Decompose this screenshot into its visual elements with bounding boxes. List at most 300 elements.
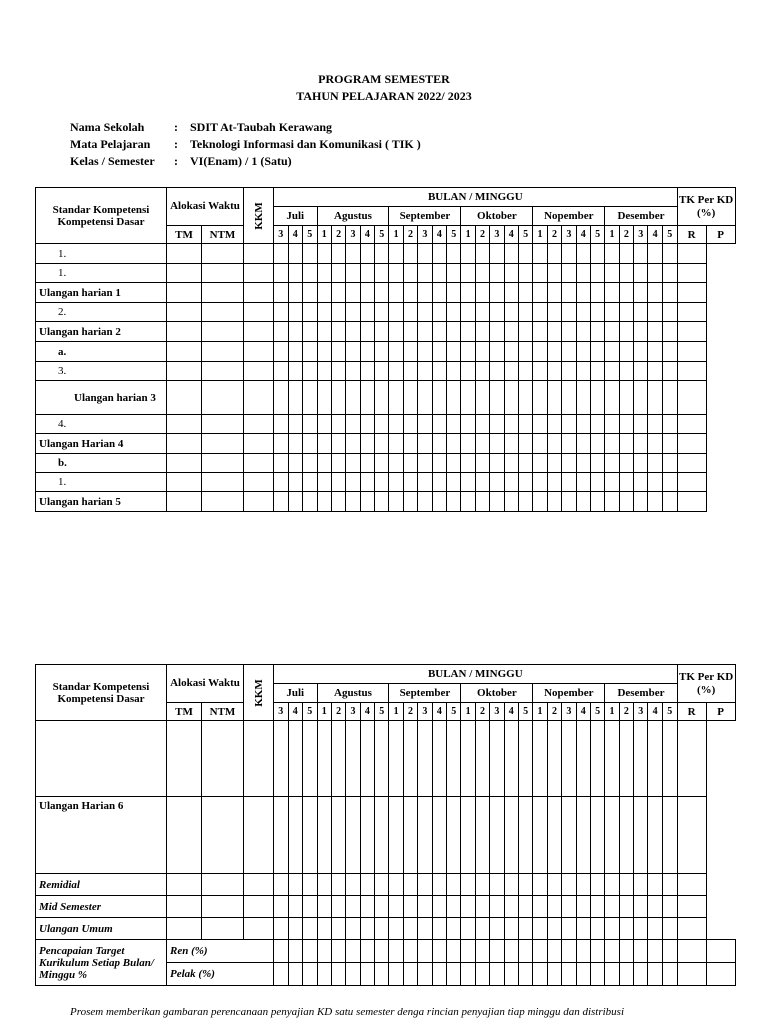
week-number: 2 bbox=[331, 703, 345, 721]
grid-cell bbox=[331, 415, 345, 434]
grid-cell bbox=[677, 797, 706, 874]
grid-cell bbox=[202, 454, 244, 473]
ulangan-umum-row bbox=[36, 918, 736, 940]
grid-cell bbox=[605, 896, 619, 918]
grid-cell bbox=[303, 918, 318, 940]
grid-cell bbox=[360, 473, 374, 492]
grid-cell bbox=[244, 721, 274, 797]
grid-cell bbox=[244, 797, 274, 874]
grid-cell bbox=[619, 940, 633, 963]
grid-cell bbox=[244, 434, 274, 454]
grid-cell bbox=[490, 473, 504, 492]
grid-cell bbox=[274, 362, 289, 381]
grid-cell bbox=[461, 473, 475, 492]
grid-cell bbox=[634, 415, 648, 434]
week-number: 5 bbox=[447, 703, 461, 721]
grid-cell bbox=[331, 303, 345, 322]
grid-cell bbox=[562, 415, 576, 434]
grid-cell bbox=[634, 721, 648, 797]
grid-cell bbox=[605, 264, 619, 283]
grid-cell bbox=[576, 918, 590, 940]
grid-cell bbox=[518, 303, 532, 322]
grid-cell bbox=[677, 473, 706, 492]
grid-cell bbox=[619, 342, 633, 362]
grid-cell bbox=[547, 415, 561, 434]
grid-cell bbox=[360, 918, 374, 940]
grid-cell bbox=[331, 434, 345, 454]
grid-cell bbox=[418, 244, 432, 264]
grid-cell bbox=[461, 381, 475, 415]
grid-cell bbox=[288, 896, 303, 918]
grid-cell bbox=[244, 303, 274, 322]
grid-cell bbox=[490, 918, 504, 940]
grid-cell bbox=[244, 473, 274, 492]
grid-cell bbox=[360, 874, 374, 896]
grid-cell bbox=[432, 362, 446, 381]
grid-cell bbox=[590, 362, 604, 381]
grid-cell bbox=[518, 896, 532, 918]
info-row-class bbox=[70, 154, 421, 171]
grid-cell bbox=[244, 381, 274, 415]
grid-cell bbox=[331, 721, 345, 797]
grid-cell bbox=[360, 322, 374, 342]
grid-cell bbox=[167, 473, 202, 492]
grid-cell bbox=[288, 434, 303, 454]
competency-row bbox=[36, 362, 736, 381]
grid-cell bbox=[605, 721, 619, 797]
grid-cell bbox=[475, 940, 489, 963]
grid-cell bbox=[403, 963, 417, 986]
grid-cell bbox=[562, 918, 576, 940]
competency-row bbox=[36, 415, 736, 434]
grid-cell bbox=[403, 940, 417, 963]
grid-cell bbox=[447, 303, 461, 322]
grid-cell bbox=[490, 797, 504, 874]
mid-semester-row-label: Mid Semester bbox=[36, 896, 167, 918]
grid-cell bbox=[346, 264, 360, 283]
ren-label: Ren (%) bbox=[167, 940, 274, 963]
grid-cell bbox=[317, 874, 331, 896]
grid-cell bbox=[662, 454, 677, 473]
competency-row bbox=[36, 381, 736, 415]
grid-cell bbox=[677, 342, 706, 362]
grid-cell bbox=[375, 797, 389, 874]
info-separator: : bbox=[174, 137, 178, 151]
grid-cell bbox=[461, 362, 475, 381]
grid-cell bbox=[619, 454, 633, 473]
week-number: 2 bbox=[547, 703, 561, 721]
grid-cell bbox=[167, 264, 202, 283]
grid-cell bbox=[504, 492, 518, 512]
grid-cell bbox=[202, 303, 244, 322]
grid-cell bbox=[533, 381, 547, 415]
grid-cell bbox=[389, 454, 403, 473]
grid-cell bbox=[288, 362, 303, 381]
grid-cell bbox=[403, 322, 417, 342]
grid-cell bbox=[619, 797, 633, 874]
week-number: 2 bbox=[403, 226, 417, 244]
grid-cell bbox=[461, 918, 475, 940]
grid-cell bbox=[461, 434, 475, 454]
grid-cell bbox=[504, 454, 518, 473]
grid-cell bbox=[504, 434, 518, 454]
competency-row bbox=[36, 244, 736, 264]
grid-cell bbox=[547, 362, 561, 381]
grid-cell bbox=[547, 283, 561, 303]
grid-cell bbox=[418, 963, 432, 986]
grid-cell bbox=[648, 381, 662, 415]
grid-cell bbox=[288, 721, 303, 797]
week-number: 5 bbox=[590, 226, 604, 244]
grid-cell bbox=[619, 303, 633, 322]
grid-cell bbox=[605, 492, 619, 512]
grid-cell bbox=[475, 874, 489, 896]
grid-cell bbox=[167, 322, 202, 342]
grid-cell bbox=[677, 283, 706, 303]
grid-cell bbox=[375, 492, 389, 512]
grid-cell bbox=[605, 283, 619, 303]
grid-cell bbox=[590, 415, 604, 434]
grid-cell bbox=[389, 721, 403, 797]
grid-cell bbox=[403, 362, 417, 381]
grid-cell bbox=[389, 322, 403, 342]
competency-label: 2. bbox=[36, 303, 167, 322]
competency-label: 1. bbox=[36, 264, 167, 283]
grid-cell bbox=[461, 303, 475, 322]
week-number: 2 bbox=[619, 226, 633, 244]
grid-cell bbox=[403, 381, 417, 415]
grid-cell bbox=[418, 283, 432, 303]
grid-cell bbox=[662, 721, 677, 797]
grid-cell bbox=[490, 244, 504, 264]
grid-cell bbox=[490, 381, 504, 415]
sk-kd-header: Standar Kompetensi Kompetensi Dasar bbox=[36, 665, 167, 721]
grid-cell bbox=[447, 721, 461, 797]
grid-cell bbox=[244, 415, 274, 434]
grid-cell bbox=[303, 874, 318, 896]
grid-cell bbox=[403, 918, 417, 940]
grid-cell bbox=[590, 721, 604, 797]
grid-cell bbox=[677, 415, 706, 434]
grid-cell bbox=[490, 874, 504, 896]
grid-cell bbox=[518, 381, 532, 415]
grid-cell bbox=[662, 283, 677, 303]
grid-cell bbox=[504, 896, 518, 918]
grid-cell bbox=[634, 874, 648, 896]
grid-cell bbox=[605, 244, 619, 264]
grid-cell bbox=[518, 434, 532, 454]
grid-cell bbox=[562, 244, 576, 264]
grid-cell bbox=[590, 322, 604, 342]
grid-cell bbox=[533, 473, 547, 492]
grid-cell bbox=[288, 283, 303, 303]
grid-cell bbox=[447, 492, 461, 512]
grid-cell bbox=[447, 963, 461, 986]
grid-cell bbox=[504, 473, 518, 492]
grid-cell bbox=[360, 342, 374, 362]
grid-cell bbox=[662, 797, 677, 874]
grid-cell bbox=[677, 362, 706, 381]
tm-header: TM bbox=[167, 703, 202, 721]
month-header: Oktober bbox=[461, 684, 533, 703]
grid-cell bbox=[432, 721, 446, 797]
grid-cell bbox=[562, 963, 576, 986]
grid-cell bbox=[533, 492, 547, 512]
grid-cell bbox=[244, 283, 274, 303]
grid-cell bbox=[202, 918, 244, 940]
grid-cell bbox=[375, 303, 389, 322]
grid-cell bbox=[634, 381, 648, 415]
grid-cell bbox=[167, 362, 202, 381]
grid-cell bbox=[490, 940, 504, 963]
grid-cell bbox=[274, 381, 289, 415]
grid-cell bbox=[547, 963, 561, 986]
grid-cell bbox=[274, 721, 289, 797]
grid-cell bbox=[447, 473, 461, 492]
grid-cell bbox=[504, 303, 518, 322]
grid-cell bbox=[533, 797, 547, 874]
grid-cell bbox=[389, 492, 403, 512]
month-header: Juli bbox=[274, 684, 318, 703]
grid-cell bbox=[518, 415, 532, 434]
grid-cell bbox=[317, 283, 331, 303]
grid-cell bbox=[346, 381, 360, 415]
grid-cell bbox=[244, 492, 274, 512]
grid-cell bbox=[303, 454, 318, 473]
grid-cell bbox=[317, 492, 331, 512]
grid-cell bbox=[432, 896, 446, 918]
grid-cell bbox=[360, 797, 374, 874]
grid-cell bbox=[518, 492, 532, 512]
grid-cell bbox=[389, 797, 403, 874]
grid-cell bbox=[403, 434, 417, 454]
grid-cell bbox=[533, 244, 547, 264]
grid-cell bbox=[576, 264, 590, 283]
grid-cell bbox=[303, 381, 318, 415]
grid-cell bbox=[504, 381, 518, 415]
grid-cell bbox=[590, 963, 604, 986]
grid-cell bbox=[288, 918, 303, 940]
grid-cell bbox=[375, 322, 389, 342]
grid-cell bbox=[518, 264, 532, 283]
grid-cell bbox=[547, 322, 561, 342]
grid-cell bbox=[547, 303, 561, 322]
grid-cell bbox=[677, 918, 706, 940]
month-header: Agustus bbox=[317, 684, 389, 703]
week-number: 4 bbox=[576, 703, 590, 721]
grid-cell bbox=[634, 963, 648, 986]
grid-cell bbox=[331, 362, 345, 381]
grid-cell bbox=[360, 896, 374, 918]
grid-cell bbox=[331, 940, 345, 963]
grid-cell bbox=[331, 244, 345, 264]
grid-cell bbox=[677, 434, 706, 454]
grid-cell bbox=[605, 381, 619, 415]
grid-cell bbox=[490, 896, 504, 918]
grid-cell bbox=[447, 342, 461, 362]
grid-cell bbox=[360, 940, 374, 963]
grid-cell bbox=[167, 415, 202, 434]
remidial-row-label: Remidial bbox=[36, 874, 167, 896]
grid-cell bbox=[202, 381, 244, 415]
grid-cell bbox=[288, 342, 303, 362]
grid-cell bbox=[576, 342, 590, 362]
grid-cell bbox=[389, 415, 403, 434]
grid-cell bbox=[475, 434, 489, 454]
grid-cell bbox=[447, 322, 461, 342]
competency-row bbox=[36, 283, 736, 303]
grid-cell bbox=[244, 264, 274, 283]
grid-cell bbox=[447, 283, 461, 303]
grid-cell bbox=[418, 896, 432, 918]
grid-cell bbox=[167, 797, 202, 874]
competency-label: Ulangan Harian 4 bbox=[36, 434, 167, 454]
grid-cell bbox=[634, 342, 648, 362]
grid-cell bbox=[576, 283, 590, 303]
week-number: 3 bbox=[346, 226, 360, 244]
grid-cell bbox=[619, 896, 633, 918]
grid-cell bbox=[677, 454, 706, 473]
grid-cell bbox=[202, 874, 244, 896]
grid-cell bbox=[288, 244, 303, 264]
grid-cell bbox=[590, 874, 604, 896]
grid-cell bbox=[244, 322, 274, 342]
semester-table-1 bbox=[35, 187, 736, 512]
grid-cell bbox=[288, 454, 303, 473]
grid-cell bbox=[167, 283, 202, 303]
grid-cell bbox=[533, 362, 547, 381]
grid-cell bbox=[375, 342, 389, 362]
grid-cell bbox=[475, 322, 489, 342]
grid-cell bbox=[547, 940, 561, 963]
grid-cell bbox=[461, 264, 475, 283]
grid-cell bbox=[547, 797, 561, 874]
grid-cell bbox=[389, 473, 403, 492]
grid-cell bbox=[576, 303, 590, 322]
grid-cell bbox=[475, 244, 489, 264]
grid-cell bbox=[504, 721, 518, 797]
grid-cell bbox=[547, 874, 561, 896]
grid-cell bbox=[244, 342, 274, 362]
grid-cell bbox=[562, 492, 576, 512]
grid-cell bbox=[547, 454, 561, 473]
week-number: 5 bbox=[518, 226, 532, 244]
grid-cell bbox=[662, 940, 677, 963]
grid-cell bbox=[244, 454, 274, 473]
grid-cell bbox=[432, 492, 446, 512]
grid-cell bbox=[360, 303, 374, 322]
info-value: VI(Enam) / 1 (Satu) bbox=[190, 154, 292, 168]
grid-cell bbox=[303, 492, 318, 512]
grid-cell bbox=[475, 264, 489, 283]
grid-cell bbox=[403, 244, 417, 264]
grid-cell bbox=[202, 896, 244, 918]
grid-cell bbox=[590, 434, 604, 454]
week-number: 1 bbox=[533, 703, 547, 721]
grid-cell bbox=[518, 721, 532, 797]
week-number: 4 bbox=[432, 226, 446, 244]
grid-cell bbox=[202, 342, 244, 362]
grid-cell bbox=[303, 283, 318, 303]
grid-cell bbox=[576, 721, 590, 797]
grid-cell bbox=[288, 940, 303, 963]
grid-cell bbox=[389, 963, 403, 986]
competency-row bbox=[36, 434, 736, 454]
info-label: Kelas / Semester bbox=[70, 154, 155, 168]
grid-cell bbox=[590, 381, 604, 415]
grid-cell bbox=[648, 415, 662, 434]
grid-cell bbox=[547, 473, 561, 492]
grid-cell bbox=[562, 473, 576, 492]
grid-cell bbox=[576, 381, 590, 415]
grid-cell bbox=[634, 896, 648, 918]
grid-cell bbox=[518, 918, 532, 940]
pencapaian-row-ren bbox=[36, 940, 736, 963]
grid-cell bbox=[303, 940, 318, 963]
grid-cell bbox=[533, 721, 547, 797]
grid-cell bbox=[432, 244, 446, 264]
grid-cell bbox=[619, 381, 633, 415]
grid-cell bbox=[274, 342, 289, 362]
grid-cell bbox=[605, 473, 619, 492]
grid-cell bbox=[346, 303, 360, 322]
grid-cell bbox=[244, 362, 274, 381]
grid-cell bbox=[375, 362, 389, 381]
grid-cell bbox=[331, 473, 345, 492]
grid-cell bbox=[590, 492, 604, 512]
grid-cell bbox=[562, 303, 576, 322]
grid-cell bbox=[447, 797, 461, 874]
grid-cell bbox=[662, 918, 677, 940]
kkm-header bbox=[244, 665, 274, 721]
week-number: 2 bbox=[475, 226, 489, 244]
info-separator: : bbox=[174, 154, 178, 168]
grid-cell bbox=[167, 434, 202, 454]
grid-cell bbox=[605, 940, 619, 963]
grid-cell bbox=[447, 434, 461, 454]
grid-cell bbox=[662, 492, 677, 512]
grid-cell bbox=[547, 896, 561, 918]
grid-cell bbox=[360, 415, 374, 434]
grid-cell bbox=[346, 721, 360, 797]
competency-row bbox=[36, 322, 736, 342]
grid-cell bbox=[167, 721, 202, 797]
grid-cell bbox=[389, 342, 403, 362]
grid-cell bbox=[303, 244, 318, 264]
grid-cell bbox=[662, 874, 677, 896]
grid-cell bbox=[360, 434, 374, 454]
grid-cell bbox=[432, 264, 446, 283]
grid-cell bbox=[403, 415, 417, 434]
grid-cell bbox=[403, 264, 417, 283]
grid-cell bbox=[518, 473, 532, 492]
grid-cell bbox=[360, 454, 374, 473]
week-number: 3 bbox=[562, 703, 576, 721]
grid-cell bbox=[634, 303, 648, 322]
info-row-subject bbox=[70, 137, 421, 154]
grid-cell bbox=[619, 963, 633, 986]
grid-cell bbox=[202, 434, 244, 454]
grid-cell bbox=[432, 874, 446, 896]
grid-cell bbox=[504, 797, 518, 874]
competency-row bbox=[36, 454, 736, 473]
grid-cell bbox=[389, 362, 403, 381]
competency-label: 3. bbox=[36, 362, 167, 381]
grid-cell bbox=[504, 283, 518, 303]
grid-cell bbox=[274, 896, 289, 918]
grid-cell bbox=[274, 283, 289, 303]
grid-cell bbox=[389, 264, 403, 283]
